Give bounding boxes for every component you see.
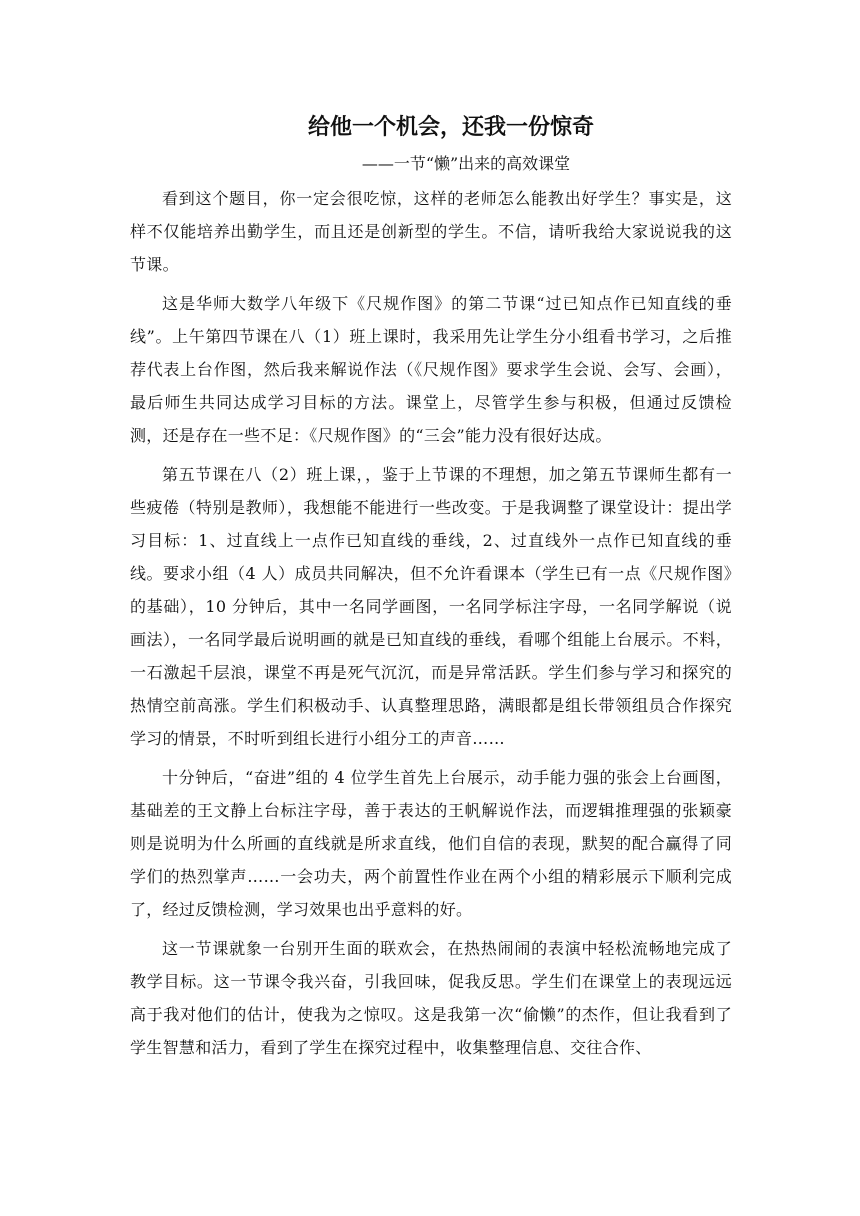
paragraph-1: 看到这个题目，你一定会很吃惊，这样的老师怎么能教出好学生？事实是，这样不仅能培养出勤学生，而且还是创新型的学生。不信，请听我给大家说说我的这节课。 [130, 189, 732, 274]
document-title: 给他一个机会，还我一份惊奇 [307, 115, 594, 140]
paragraph-3: 第五节课在八（2）班上课，，鉴于上节课的不理想，加之第五节课师生都有一些疲倦（特别是教师），我想能不能进行一些改变。于是我调整了课堂设计：提出学习目标：1、过直线上一点作已知直线的垂线，2、过直线外一点作已知直线的垂线。要求小组（4 人）成员共同解决，但不允许看课本（学生已有一点《尺规作图》的基础），10 分钟后，其中一名同学画图，一名同学标注字母，一名同学解说（说画法），一名同学最后说明画的就是已知直线的垂线，看哪个组能上台展示。不料，一石激起千层浪，课堂不再是死气沉沉，而是异常活跃。学生们参与学习和探究的热情空前高涨。学生们积极动手、认真整理思路，满眼都是组长带领组员合作探究学习的情景，不时听到组长进行小组分工的声音…… [130, 465, 732, 748]
paragraph-5: 这一节课就象一台别开生面的联欢会，在热热闹闹的表演中轻松流畅地完成了教学目标。这一节课令我兴奋，引我回味，促我反思。学生们在课堂上的表现远远高于我对他们的估计，使我为之惊叹。这是我第一次“偷懒”的杰作，但让我看到了学生智慧和活力，看到了学生在探究过程中，收集整理信息、交往合作、 [130, 939, 732, 1057]
paragraph-4: 十分钟后，“奋进”组的 4 位学生首先上台展示，动手能力强的张会上台画图，基础差的王文静上台标注字母，善于表达的王帆解说作法，而逻辑推理强的张颖豪则是说明为什么所画的直线就是所求直线，他们自信的表现，默契的配合赢得了同学们的热烈掌声……一会功夫，两个前置性作业在两个小组的精彩展示下顺利完成了，经过反馈检测，学习效果也出乎意料的好。 [130, 768, 732, 919]
document-body [130, 108, 732, 1064]
document-subtitle: ——一节“懒”出来的高效课堂 [361, 154, 571, 173]
paragraph-2: 这是华师大数学八年级下《尺规作图》的第二节课“过已知点作已知直线的垂线”。上午第四节课在八（1）班上课时，我采用先让学生分小组看书学习，之后推荐代表上台作图，然后我来解说作法（《尺规作图》要求学生会说、会写、会画），最后师生共同达成学习目标的方法。课堂上，尽管学生参与积极，但通过反馈检测，还是存在一些不足：《尺规作图》的“三会”能力没有很好达成。 [130, 294, 732, 445]
